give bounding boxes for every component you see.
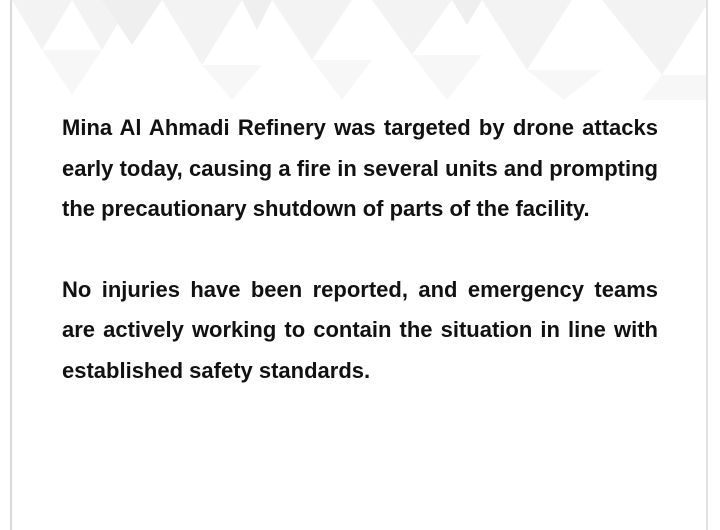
- statement-paragraph-1: Mina Al Ahmadi Refinery was targeted by drone attacks early today, causing a fire in several units and prompting the precautionary shutdown of parts of the facility.: [62, 115, 658, 221]
- statement-paragraph-2: No injuries have been reported, and emergency teams are actively working to contain the situation in line with established safety standards.: [62, 276, 658, 383]
- decorative-triangle-pattern: [12, 0, 708, 100]
- statement-body: [62, 108, 658, 431]
- statement-card: [10, 0, 708, 530]
